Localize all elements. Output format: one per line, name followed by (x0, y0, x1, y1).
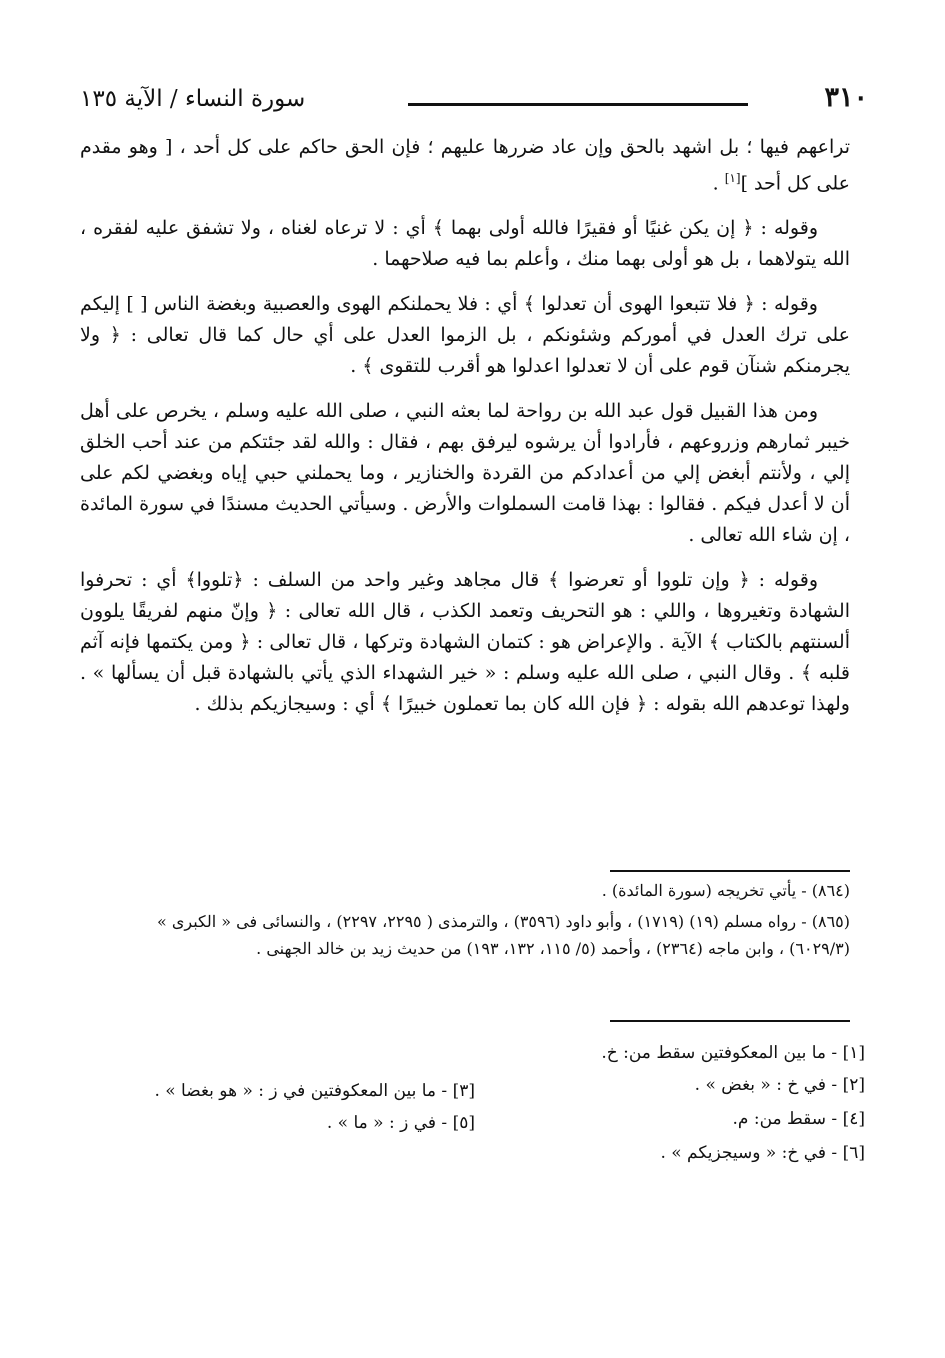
footnote-865: (٨٦٥) - رواه مسلم (١٩) (١٧١٩) ، وأبو داود (٣٥٩٦) ، والترمذى ( ٢٢٩٥، ٢٢٩٧) ، والنسائى فى « الكبرى » (٦٠٢٩/٣) ، وابن ماجه (٢٣٦٤) ، وأحمد (٥/ ١١٥، ١٣٢، ١٩٣) من حديث زيد بن خالد الجهنى . (157, 912, 850, 958)
hadith-footnotes (95, 877, 850, 966)
main-text (80, 132, 850, 734)
header-rule (408, 103, 748, 106)
footnote-864: (٨٦٤) - يأتي تخريجه (سورة المائدة) . (601, 881, 850, 900)
footnote-rule (610, 870, 850, 872)
note-5: [٥] - في ز : « ما » . (326, 1113, 475, 1133)
paragraph-5: وقوله : ﴿ وإن تلووا أو تعرضوا ﴾ قال مجاهد وغير واحد من السلف : ﴿تلووا﴾ أي : تحرفوا الشهادة وتغيروها ، واللي : هو التحريف وتعمد الكذب ، قال الله تعالى : ﴿ وإنّ منهم لفريقًا يلوون ألسنتهم بالكتاب ﴾ الآية . والإعراض هو : كتمان الشهادة وتركها ، قال تعالى : ﴿ ومن يكتمها فإنه آثم قلبه ﴾ . وقال النبي ، صلى الله عليه وسلم : « خير الشهداء الذي يأتي بالشهادة قبل أن يسألها » . ولهذا توعدهم الله بقوله : ﴿ فإن الله كان بما تعملون خبيرًا ﴾ أي : وسيجازيكم بذلك . (80, 569, 850, 716)
note-2: [٢] - في خ : « بغض » . (694, 1075, 865, 1095)
paragraph-3: وقوله : ﴿ فلا تتبعوا الهوى أن تعدلوا ﴾ أي : فلا يحملنكم الهوى والعصبية وبغضة الناس [ ] إليكم على ترك العدل في أموركم وشئونكم ، بل الزموا العدل على أي حال كما قال تعالى : ﴿ ولا يجرمنكم شنآن قوم على أن لا تعدلوا اعدلوا هو أقرب للتقوى ﴾ . (80, 293, 850, 378)
page-number: ٣١٠ (824, 82, 868, 113)
note-6: [٦] - في خ: « وسيجزيكم » . (660, 1143, 865, 1163)
editorial-notes (95, 1030, 865, 1180)
paragraph-1: تراعهم فيها ؛ بل اشهد بالحق وإن عاد ضررها عليهم ؛ فإن الحق حاكم على كل أحد ، [ وهو مقدم على كل أحد ][١] . (80, 136, 850, 195)
note-1: [١] - ما بين المعكوفتين سقط من: خ. (601, 1043, 865, 1063)
surah-title: سورة النساء / الآية ١٣٥ (80, 86, 306, 112)
note-4: [٤] - سقط من: م. (732, 1109, 865, 1129)
paragraph-1-text: تراعهم فيها ؛ بل اشهد بالحق وإن عاد ضررها عليهم ؛ فإن الحق حاكم على كل أحد ، [ وهو مقدم على كل أحد ] (80, 136, 850, 195)
page-header (80, 82, 868, 122)
note-3: [٣] - ما بين المعكوفتين في ز : « هو بغضا » . (154, 1081, 475, 1101)
notes-rule (610, 1020, 850, 1022)
paragraph-4: ومن هذا القبيل قول عبد الله بن رواحة لما بعثه النبي ، صلى الله عليه وسلم ، يخرص على أهل خيبر ثمارهم وزروعهم ، فأرادوا أن يرشوه ليرفق بهم ، فقال : والله لقد جئتكم من عند أحب الخلق إلي ، ولأنتم أبغض إلي من أعدادكم من القردة والخنازير ، وما يحملني حبي إياه وبغضي لكم على أن لا أعدل فيكم . فقالوا : بهذا قامت السملوات والأرض . وسيأتي الحديث مسندًا في سورة المائدة ، إن شاء الله تعالى . (80, 400, 850, 547)
note-ref-1: [١] (724, 171, 741, 185)
paragraph-2: وقوله : ﴿ إن يكن غنيًا أو فقيرًا فالله أولى بهما ﴾ أي : لا ترعاه لغناه ، ولا تشفق عليه لفقره ، الله يتولاهما ، بل هو أولى بهما منك ، وأعلم بما فيه صلاحهما . (80, 217, 850, 271)
